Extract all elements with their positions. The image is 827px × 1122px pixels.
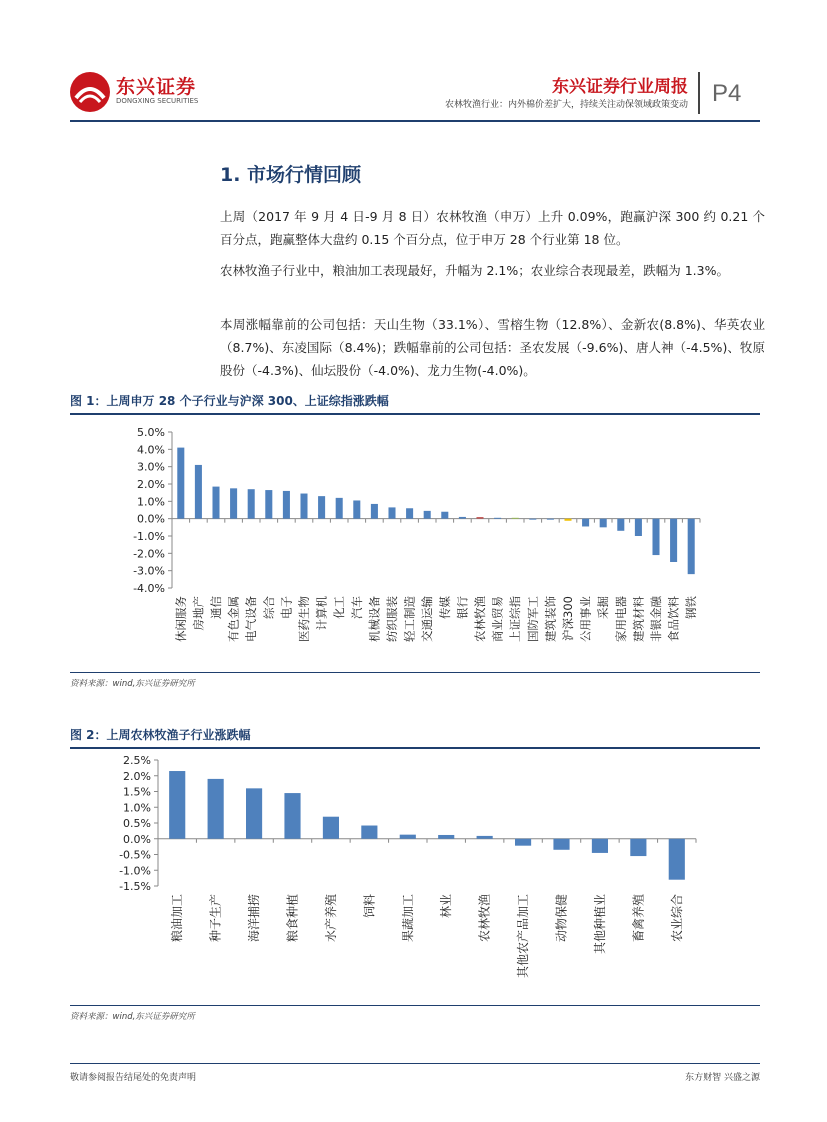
bar (494, 518, 501, 519)
x-tick-label: 医药生物 (297, 596, 311, 642)
bar (300, 494, 307, 519)
bar (438, 835, 454, 839)
y-tick-label: 1.0% (137, 495, 165, 509)
y-tick-label: 2.5% (123, 754, 151, 767)
bar (515, 839, 531, 846)
y-tick-label: 0.0% (123, 832, 151, 846)
footer-slogan: 东方财智 兴盛之源 (685, 1073, 760, 1083)
y-tick-label: 0.5% (123, 817, 151, 830)
y-tick-label: 3.0% (137, 460, 165, 474)
x-tick-label: 其他种植业 (592, 894, 607, 955)
report-subtitle: 农林牧渔行业：内外棉价差扩大，持续关注动保领域政策变动 (444, 100, 688, 110)
bar (265, 490, 272, 519)
paragraph-top-movers: 本周涨幅靠前的公司包括：天山生物（33.1%）、雪榕生物（12.8%）、金新农(8.8%)、华英农业（8.7%)、东凌国际（8.4%)；跌幅靠前的公司包括：圣农发展（-9.6%)、唐人神（-4.5%)、牧原股份（-4.3%)、仙坛股份（-4.0%)、龙力生物(-4.0%)。 (220, 317, 765, 378)
bar (169, 771, 185, 839)
y-tick-label: 2.0% (137, 478, 165, 491)
figure-1-source: 资料来源：wind,东兴证券研究所 (70, 679, 195, 689)
x-tick-label: 有色金属 (226, 596, 241, 642)
report-title: 东兴证券行业周报 (552, 77, 688, 97)
x-tick-label: 家用电器 (613, 596, 628, 642)
x-tick-label: 通信 (209, 596, 223, 619)
bar (177, 448, 184, 519)
x-tick-label: 汽车 (349, 596, 364, 619)
x-tick-label: 化工 (332, 596, 347, 619)
y-tick-label: 4.0% (137, 443, 165, 457)
figure-1-title: 图 1：上周申万 28 个子行业与沪深 300、上证综指涨跌幅 (70, 392, 760, 415)
x-tick-label: 公用事业 (578, 596, 593, 642)
x-tick-label: 采掘 (596, 596, 611, 619)
bar (283, 491, 290, 519)
logo-text: 东兴证券 (116, 76, 197, 98)
bar (617, 519, 624, 531)
x-tick-label: 沪深300 (561, 596, 575, 641)
bar (212, 487, 219, 519)
x-tick-label: 农业综合 (669, 894, 684, 943)
x-tick-label: 种子生产 (208, 894, 223, 943)
bar (400, 835, 416, 839)
x-tick-label: 粮食种植 (285, 894, 300, 943)
x-tick-label: 食品饮料 (666, 596, 681, 642)
figure-1-chart (70, 420, 760, 670)
y-tick-label: -0.5% (119, 848, 151, 862)
bar (353, 500, 360, 518)
header-divider (698, 72, 700, 114)
bar (564, 519, 571, 521)
bar (195, 465, 202, 519)
y-tick-label: -3.0% (133, 564, 165, 578)
bar (477, 836, 493, 839)
x-tick-label: 综合 (261, 596, 276, 619)
bar (688, 519, 695, 574)
y-tick-label: -1.5% (119, 880, 151, 893)
bar (553, 839, 569, 850)
y-tick-label: -1.0% (133, 530, 165, 543)
bar (246, 788, 262, 838)
figure-2-title: 图 2：上周农林牧渔子行业涨跌幅 (70, 726, 760, 749)
bar (592, 839, 608, 853)
figure-2-source: 资料来源：wind,东兴证券研究所 (70, 1012, 195, 1022)
bar (336, 498, 343, 519)
x-tick-label: 农林牧渔 (473, 596, 487, 642)
bar (284, 793, 300, 839)
x-tick-label: 房地产 (191, 596, 206, 631)
x-tick-label: 电气设备 (244, 596, 259, 642)
header-rule (70, 120, 760, 122)
bar (547, 519, 554, 520)
y-tick-label: 1.5% (123, 785, 151, 799)
x-tick-label: 粮油加工 (170, 894, 185, 943)
y-tick-label: -2.0% (133, 547, 165, 561)
company-logo-icon (70, 72, 110, 112)
x-tick-label: 畜禽养殖 (631, 894, 646, 943)
x-tick-label: 海洋捕捞 (247, 894, 262, 943)
bar (459, 517, 466, 519)
bar (318, 496, 325, 519)
bar (600, 519, 607, 528)
figure-1-source-rule (70, 672, 760, 673)
x-tick-label: 电子 (279, 596, 294, 619)
bar (635, 519, 642, 536)
bar (388, 507, 395, 518)
bar (652, 519, 659, 555)
x-tick-label: 饲料 (362, 894, 377, 919)
x-tick-label: 商业贸易 (490, 596, 505, 642)
x-tick-label: 动物保健 (554, 894, 569, 943)
y-tick-label: 2.0% (123, 769, 151, 783)
x-tick-label: 纺织服装 (385, 596, 399, 642)
figure-2-source-rule (70, 1005, 760, 1006)
x-tick-label: 林业 (439, 894, 454, 919)
x-tick-label: 建筑材料 (631, 596, 646, 642)
y-tick-label: 0.0% (137, 512, 165, 526)
bar (323, 817, 339, 839)
bar (441, 512, 448, 519)
x-tick-label: 机械设备 (367, 596, 382, 642)
x-tick-label: 其他农产品加工 (516, 894, 531, 979)
bar (529, 519, 536, 520)
bar (361, 826, 377, 839)
x-tick-label: 休闲服务 (173, 596, 188, 642)
x-tick-label: 建筑装饰 (543, 596, 558, 642)
bar (208, 779, 224, 839)
footer-rule (70, 1063, 760, 1064)
x-tick-label: 计算机 (314, 596, 329, 631)
bar (582, 519, 589, 527)
bar (669, 839, 685, 880)
bar (670, 519, 677, 562)
x-tick-label: 传媒 (437, 596, 452, 619)
bar (371, 504, 378, 519)
bar (512, 518, 519, 519)
figure-2-chart (70, 752, 760, 1002)
x-tick-label: 水产养殖 (323, 894, 338, 943)
x-tick-label: 果蔬加工 (400, 894, 415, 943)
x-tick-label: 上证综指 (508, 596, 523, 642)
paragraph-market-summary: 上周（2017 年 9 月 4 日-9 月 8 日）农林牧渔（申万）上升 0.09%，跑赢沪深 300 约 0.21 个百分点，跑赢整体大盘约 0.15 个百分点，位于申万 28 个行业第 18 位。 (220, 209, 765, 247)
bar (424, 511, 431, 519)
bar (406, 508, 413, 518)
footer-disclaimer: 敬请参阅报告结尾处的免责声明 (70, 1073, 197, 1083)
x-tick-label: 非银金融 (649, 596, 663, 642)
y-tick-label: 5.0% (137, 426, 165, 439)
y-tick-label: -1.0% (119, 864, 151, 878)
logo-english-text: DONGXING SECURITIES (116, 97, 199, 105)
x-tick-label: 农林牧渔 (477, 894, 492, 943)
page-number: P4 (712, 80, 742, 107)
y-tick-label: -4.0% (133, 582, 165, 595)
bar (630, 839, 646, 856)
x-tick-label: 国防军工 (525, 596, 540, 642)
x-tick-label: 钢铁 (684, 596, 699, 619)
bar (476, 517, 483, 519)
x-tick-label: 交通运输 (420, 596, 435, 642)
x-tick-label: 轻工制造 (402, 596, 417, 642)
bar (230, 488, 237, 518)
y-tick-label: 1.0% (123, 801, 151, 815)
bar (248, 489, 255, 518)
paragraph-subsector-summary: 农林牧渔子行业中，粮油加工表现最好，升幅为 2.1%；农业综合表现最差，跌幅为 1.3%。 (220, 263, 729, 278)
section-heading: 1. 市场行情回顾 (220, 164, 362, 186)
x-tick-label: 银行 (455, 596, 470, 619)
